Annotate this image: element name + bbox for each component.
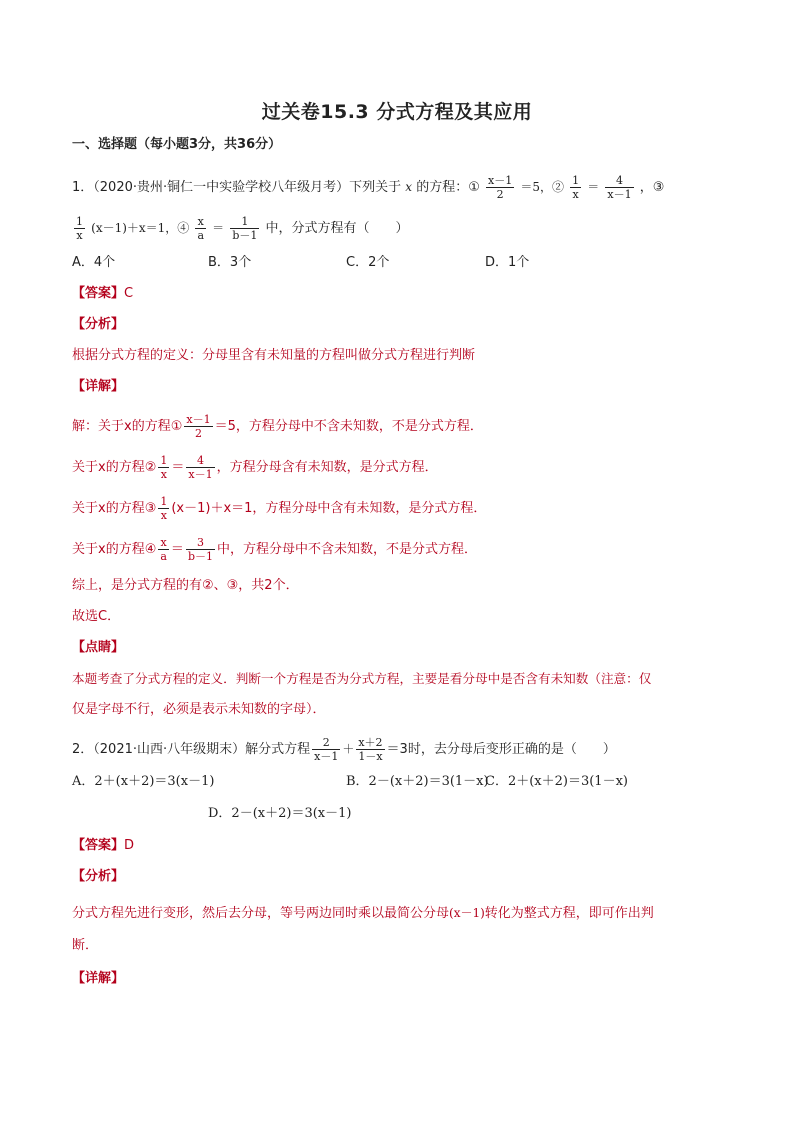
q1-answer-value: C: [124, 286, 134, 301]
q2-option-b: B．2－(x＋2)＝3(1－x): [346, 774, 489, 789]
q1-detail-line1: 解：关于x的方程① $\frac{x-1}{2}$ ＝5，方程分母中不含未知数，不是分式方程．: [72, 413, 483, 440]
q1-detail-frac-5: $\frac{x}{a}$: [160, 536, 167, 563]
q1-eq: ＝: [587, 180, 600, 194]
q1-comment-line1: 本题考查了分式方程的定义．判断一个方程是否为分式方程，主要是看分母中是否含有未知数（注意：仅: [72, 671, 652, 686]
q2-frac-2: $\frac{x+2}{1-x}$: [358, 736, 383, 763]
q1-answer-label: 【答案】: [72, 286, 125, 301]
q1-analysis-text: 根据分式方程的定义：分母里含有未知量的方程叫做分式方程进行判断: [72, 348, 476, 363]
q1-eq5: ＝5，②: [520, 180, 564, 194]
q1-stem-c: 中，分式方程有（ ）: [265, 221, 409, 236]
q1-answer: [72, 284, 133, 304]
q1-frac-3: $\frac{4}{x-1}$: [607, 174, 632, 201]
q2-frac-1: $\frac{2}{x-1}$: [314, 736, 339, 763]
q1-comment-line2: 仅是字母不行，必须是表示未知数的字母）．: [72, 702, 326, 717]
q1-comment-label: 【点睛】: [72, 640, 125, 655]
q2-answer: [72, 836, 134, 856]
q1-choice: 故选C．: [72, 609, 121, 624]
q2-stem: 2．（2021·山西·八年级期末）解分式方程 $\frac{2}{x-1}$ ＋ $\frac{x+2}{1-x}$ ＝3时，去分母后变形正确的是（ ）: [72, 736, 616, 763]
q1-detail-line2: 关于x的方程② $\frac{1}{x}$ ＝ $\frac{4}{x-1}$ ，方程分母含有未知数，是分式方程．: [72, 454, 438, 481]
q1-analysis-label: 【分析】: [72, 317, 125, 332]
q1-c3: ，③: [639, 180, 665, 195]
q1-var: x: [405, 180, 413, 194]
q1-summary: 综上，是分式方程的有②、③，共2个．: [72, 578, 299, 593]
q1-detail-frac-3: $\frac{4}{x-1}$: [188, 454, 213, 481]
q1-detail-frac-6: $\frac{3}{b-1}$: [187, 536, 213, 563]
q2-answer-label: 【答案】: [72, 838, 125, 853]
q1-stem-b: 的方程：①: [416, 180, 480, 195]
q1-detail-line4: 关于x的方程④ $\frac{x}{a}$ ＝ $\frac{3}{b-1}$ 中，方程分母中不含未知数，不是分式方程．: [72, 536, 477, 563]
q2-analysis-line1: 分式方程先进行变形，然后去分母，等号两边同时乘以最简公分母(x－1)转化为整式方程，即可作出判: [72, 906, 654, 921]
q1-detail-label: 【详解】: [72, 379, 125, 394]
q1-eq2: ＝: [212, 221, 225, 235]
q1-detail-frac-1: $\frac{x-1}{2}$: [186, 413, 211, 440]
q1-option-b: B．3个: [208, 255, 252, 270]
q2-analysis-label: 【分析】: [72, 869, 125, 884]
q1-option-a: A．4个: [72, 255, 116, 270]
q1-frac-5: $\frac{x}{a}$: [197, 215, 205, 242]
q2-detail-label: 【详解】: [72, 971, 125, 986]
q1-option-d: D．1个: [485, 255, 530, 270]
q2-option-d: D．2－(x＋2)＝3(x－1): [208, 806, 352, 821]
q2-stem-a: 2．（2021·山西·八年级期末）解分式方程: [72, 742, 311, 757]
q1-frac-2: $\frac{1}{x}$: [572, 174, 580, 201]
q1-frac-4: $\frac{1}{x}$: [76, 215, 83, 242]
q1-detail-frac-2: $\frac{1}{x}$: [160, 454, 168, 481]
q1-expr3: (x－1)＋x＝1，④: [91, 221, 190, 235]
q1-frac-1: $\frac{x-1}{2}$: [487, 174, 513, 201]
q2-answer-value: D: [124, 838, 135, 853]
q1-detail-frac-4: $\frac{1}{x}$: [160, 495, 168, 522]
q1-stem-line1: [72, 174, 664, 201]
q2-option-c: C．2＋(x＋2)＝3(1－x): [485, 774, 628, 789]
q1-stem-a: 1．（2020·贵州·铜仁一中实验学校八年级月考）下列关于: [72, 180, 402, 195]
q1-stem-line2: [72, 215, 409, 242]
q2-analysis-line2: 断．: [72, 938, 99, 953]
q1-frac-6: $\frac{1}{b-1}$: [232, 215, 258, 242]
q2-option-a: A．2＋(x＋2)＝3(x－1): [72, 774, 215, 789]
q1-detail-line3: 关于x的方程③ $\frac{1}{x}$ (x－1)＋x＝1，方程分母中含有未知数，是分式方程．: [72, 495, 487, 522]
q2-stem-b: ＝3时，去分母后变形正确的是（ ）: [386, 742, 616, 757]
q1-option-c: C．2个: [346, 255, 390, 270]
page-title: 过关卷15.3 分式方程及其应用: [261, 101, 533, 123]
section-heading: 一、选择题（每小题3分，共36分）: [72, 137, 282, 152]
